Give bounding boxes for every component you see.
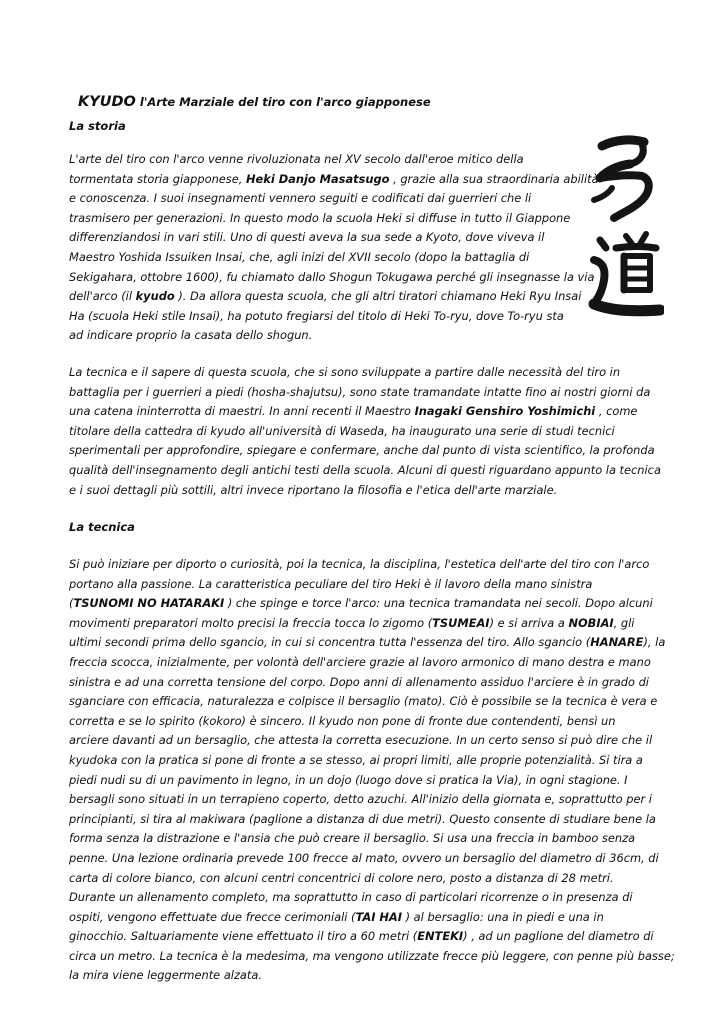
text-run: piedi nudi su di un pavimento in legno, in un dojo (luogo dove si pratica la Via), in ogni stagione. I xyxy=(69,772,628,787)
text-run: ginocchio. Saltuariamente viene effettuato il tiro a 60 metri ( xyxy=(69,929,418,944)
text-run: ) al bersaglio: una in piedi e una in xyxy=(402,909,604,924)
text-run: ad indicare proprio la casata dello shogun. xyxy=(69,328,313,343)
paragraph-storia-2 xyxy=(69,363,661,500)
text-line xyxy=(69,287,589,307)
text-line xyxy=(69,228,589,248)
text-run: sperimentali per approfondire, spiegare e confermare, anche dal punto di vista scientifico, la profonda xyxy=(69,443,655,458)
text-run: kyudoka con la pratica si pone di fronte a se stesso, ai propri limiti, alle proprie potenzialità. Si tira a xyxy=(69,752,643,767)
text-line xyxy=(69,150,589,170)
heading-tecnica: La tecnica xyxy=(69,520,135,534)
text-line xyxy=(69,966,661,986)
text-line xyxy=(69,209,589,229)
text-run: ultimi secondi prima dello sgancio, in cui si concentra tutta l'essenza del tiro. Allo sgancio ( xyxy=(69,635,591,650)
text-run: Sekigahara, ottobre 1600), fu chiamato dallo Shogun Tokugawa perché gli insegnasse la via xyxy=(69,269,595,284)
text-line xyxy=(69,555,661,575)
bold-term: TSUMEAI xyxy=(432,615,490,630)
text-run: portano alla passione. La caratteristica peculiare del tiro Heki è il lavoro della mano sinistra xyxy=(69,576,593,591)
text-line xyxy=(69,888,661,908)
text-run: la mira viene leggermente alzata. xyxy=(69,968,262,983)
text-run: , grazie alla sua straordinaria abilità xyxy=(389,171,599,186)
text-run: Maestro Yoshida Issuiken Insai, che, agli inizi del XVII secolo (dopo la battaglia di xyxy=(69,249,530,264)
text-line xyxy=(69,790,661,810)
bold-term: TSUNOMI NO HATARAKI xyxy=(73,596,225,611)
text-line xyxy=(69,481,661,501)
text-line xyxy=(69,170,599,190)
text-run: ). Da allora questa scuola, che gli altri tiratori chiamano Heki Ryu Insai xyxy=(174,289,582,304)
paragraph-storia-1 xyxy=(69,150,599,346)
text-run: movimenti preparatori molto precisi la freccia tocca lo zigomo ( xyxy=(69,615,433,630)
text-run: Si può iniziare per diporto o curiosità, poi la tecnica, la disciplina, l'estetica dell'arte del tiro con l'arco xyxy=(69,557,650,571)
bold-term: ENTEKI xyxy=(417,929,464,944)
text-run: , gli xyxy=(613,615,635,630)
bold-term: Inagaki Genshiro Yoshimichi xyxy=(414,404,596,419)
bold-term: HANARE xyxy=(590,635,644,650)
title-main: KYUDO xyxy=(78,94,136,110)
text-run: ) , ad un paglione del diametro di xyxy=(463,929,654,944)
text-run: forma senza la distrazione e l'ansia che può creare il bersaglio. Si usa una freccia in bamboo senza xyxy=(69,831,636,846)
paragraph-tecnica xyxy=(69,555,675,986)
text-run: , come xyxy=(595,404,638,419)
text-run: Durante un allenamento completo, ma soprattutto in caso di particolari ricorrenze o in presenza di xyxy=(69,890,633,905)
text-line xyxy=(69,189,589,209)
text-run: carta di colore bianco, con alcuni centri concentrici di colore nero, posto a distanza di 28 metri. xyxy=(69,870,614,885)
text-line xyxy=(69,908,661,928)
text-run: corretta e se lo spirito (kokoro) è sincero. Il kyudo non pone di fronte due contendenti, bensì un xyxy=(69,713,616,728)
text-run: sganciare con efficacia, naturalezza e colpisce il bersaglio (mato). Ciò è possibile se la tecnica è vera e xyxy=(69,694,658,709)
text-run: qualità dell'insegnamento degli antichi testi della scuola. Alcuni di questi riguardano appunto la tecnica xyxy=(69,462,661,477)
text-run: ( xyxy=(69,596,74,611)
text-run: ) che spinge e torce l'arco: una tecnica tramandata nei secoli. Dopo alcuni xyxy=(224,596,653,611)
text-run: La tecnica e il sapere di questa scuola, che si sono sviluppate a partire dalle necessità del tiro in xyxy=(69,365,621,379)
text-line xyxy=(69,849,661,869)
text-line xyxy=(69,673,661,693)
text-run: ospiti, vengono effettuate due frecce cerimoniali ( xyxy=(69,909,356,924)
text-run: penne. Una lezione ordinaria prevede 100 frecce al mato, ovvero un bersaglio del diametro di 36cm, di xyxy=(69,850,659,865)
text-line xyxy=(69,461,661,481)
text-line xyxy=(69,751,661,771)
text-run: principianti, si tira al makiwara (paglione a distanza di due metri). Questo consente di studiare bene la xyxy=(69,811,656,826)
text-run: sinistra e ad una corretta tensione del corpo. Dopo anni di allenamento assiduo l'arciere è in grado di xyxy=(69,674,649,689)
bold-term: TAI HAI xyxy=(355,909,402,924)
text-run: freccia scocca, inizialmente, per volontà dell'arciere grazie al lavoro armonico di mano destra e mano xyxy=(69,654,651,669)
text-line xyxy=(69,653,661,673)
heading-storia: La storia xyxy=(69,119,126,133)
text-line xyxy=(69,869,661,889)
text-run: arciere davanti ad un bersaglio, che attesta la corretta esecuzione. In un certo senso si può dire che il xyxy=(69,733,653,748)
text-run: circa un metro. La tecnica è la medesima, ma vengono utilizzate frecce più leggere, con penne più basse; xyxy=(69,948,675,963)
text-line xyxy=(69,927,661,947)
text-line xyxy=(69,947,675,967)
text-line xyxy=(69,614,661,634)
text-line xyxy=(69,248,589,268)
text-run: titolare della cattedra di kyudo all'università di Waseda, ha inaugurato una serie di studi tecnici xyxy=(69,423,615,438)
text-run: una catena ininterrotta di maestri. In anni recenti il Maestro xyxy=(69,404,415,419)
text-line xyxy=(69,712,661,732)
text-run: ), la xyxy=(643,635,666,650)
text-line xyxy=(69,326,589,346)
bold-term: NOBIAI xyxy=(568,615,614,630)
text-line xyxy=(69,268,595,288)
title-subtitle: l'Arte Marziale del tiro con l'arco giapponese xyxy=(135,95,431,109)
text-run: Ha (scuola Heki stile Insai), ha potuto fregiarsi del titolo di Heki To-ryu, dove To-ryu sta xyxy=(69,308,564,323)
text-line xyxy=(69,731,661,751)
text-line xyxy=(69,441,661,461)
text-run: e i suoi dettagli più sottili, altri invece riportano la filosofia e l'etica dell'arte marziale. xyxy=(69,482,558,497)
text-run: e conoscenza. I suoi insegnamenti vennero seguiti e codificati dai guerrieri che li xyxy=(69,191,532,206)
text-line xyxy=(69,422,661,442)
text-run: dell'arco (il xyxy=(69,289,136,304)
text-line xyxy=(69,594,661,614)
text-run: tormentata storia giapponese, xyxy=(69,171,246,186)
text-run: ) e si arriva a xyxy=(489,615,569,630)
text-line xyxy=(69,771,661,791)
text-line xyxy=(69,829,661,849)
text-run: differenziandosi in vari stili. Uno di questi aveva la sua sede a Kyoto, dove viveva il xyxy=(69,230,545,245)
text-line xyxy=(69,307,589,327)
bold-term: kyudo xyxy=(135,289,175,304)
kyudo-calligraphy-icon xyxy=(586,128,664,328)
text-run: L'arte del tiro con l'arco venne rivoluzionata nel XV secolo dall'eroe mitico della xyxy=(69,152,524,166)
text-run: trasmisero per generazioni. In questo modo la scuola Heki si diffuse in tutto il Giappone xyxy=(69,210,571,225)
text-line xyxy=(69,363,661,383)
text-run: bersagli sono situati in un terrapieno coperto, detto azuchi. All'inizio della giornata e, soprattutto per i xyxy=(69,792,652,807)
text-line xyxy=(69,402,661,422)
text-line xyxy=(69,383,661,403)
text-line xyxy=(69,692,661,712)
text-run: battaglia per i guerrieri a piedi (hosha-shajutsu), sono state tramandate intatte fino ai nostri giorni da xyxy=(69,384,651,399)
text-line xyxy=(69,575,661,595)
text-line xyxy=(69,810,661,830)
text-line xyxy=(69,633,666,653)
bold-term: Heki Danjo Masatsugo xyxy=(246,171,390,186)
document-title xyxy=(78,93,431,113)
